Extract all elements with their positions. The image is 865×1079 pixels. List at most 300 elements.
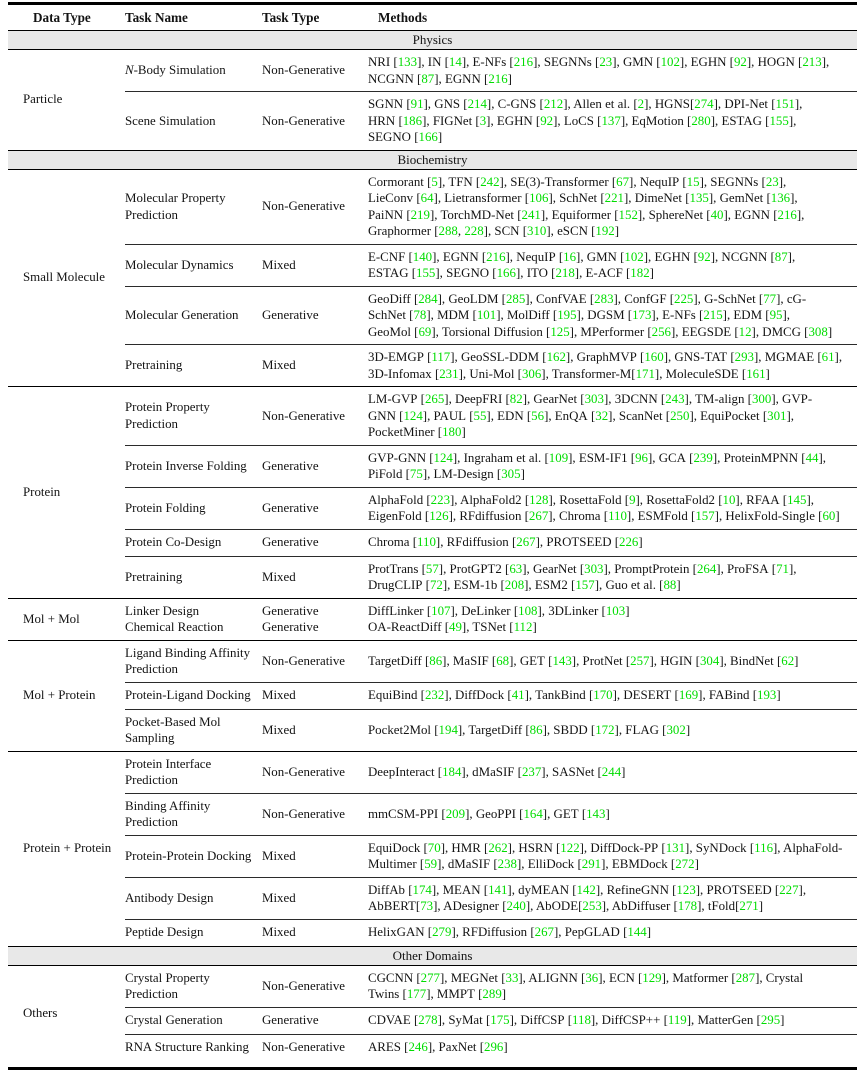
table-row [125,487,857,529]
citation-number[interactable]: 155 [769,113,789,128]
group-rows [125,599,857,640]
citation-number[interactable]: 180 [442,425,462,439]
methods-cell [368,349,857,382]
methods-cell [368,54,857,87]
citation-number[interactable]: 264 [696,561,717,576]
citation-number[interactable]: 267 [528,509,549,523]
citation-number[interactable]: 72 [429,578,443,592]
citation-number[interactable]: 305 [501,467,521,481]
methods-list: Pocket2Mol [194], TargetDiff [86], SBDD [172], FLAG [302] [368,722,691,737]
methods-list: EquiDock [70], HMR [262], HSRN [122], DiffDock-PP [131], SyNDock [116], AlphaFold-Multimer [59], dMaSIF [238], ElliDock [291], EBMDock [272] [368,840,843,871]
citation-number[interactable]: 110 [417,535,436,550]
citation-number[interactable]: 87 [421,71,435,86]
citation-number[interactable]: 116 [754,840,774,855]
task-type: Non-Generative [262,63,346,78]
citation-number[interactable]: 102 [624,249,644,264]
citation-number[interactable]: 162 [546,350,566,364]
citation-number[interactable]: 12 [738,324,752,339]
citation-number[interactable]: 57 [425,561,439,576]
citation-number[interactable]: 92 [697,249,711,264]
citation-number[interactable]: 128 [529,492,549,507]
citation-number[interactable]: 56 [531,408,545,423]
citation-number[interactable]: 151 [775,97,795,111]
citation-number[interactable]: 135 [689,191,709,205]
task-type-cell [262,54,368,87]
citation-number[interactable]: 101 [476,308,497,322]
task-type-cell [262,1012,368,1030]
citation-number[interactable]: 125 [550,324,570,339]
citation-number[interactable]: 155 [416,266,436,280]
citation-number[interactable]: 3 [479,113,487,128]
citation-number[interactable]: 145 [787,492,807,507]
citation-number[interactable]: 216 [488,71,508,86]
citation-number[interactable]: 277 [420,970,440,985]
citation-number[interactable]: 195 [557,308,577,322]
methods-cell [368,756,857,789]
data-type-group [8,966,857,1061]
citation-number[interactable]: 142 [576,882,596,897]
task-type: Mixed [262,257,296,272]
citation-number[interactable]: 243 [665,392,685,406]
citation-number[interactable]: 172 [595,722,615,737]
citation-number[interactable]: 78 [413,308,427,322]
citation-number[interactable]: 108 [518,603,538,618]
data-type-label: Mol + Protein [23,688,96,702]
citation-number[interactable]: 164 [523,806,543,821]
citation-number[interactable]: 71 [776,561,789,576]
column-header-methods: Methods [378,9,428,25]
task-name-cell [125,534,262,552]
column-header-data-type: Data Type [33,9,91,25]
citation-number[interactable]: 223 [430,492,451,507]
citation-number[interactable]: 300 [751,392,772,406]
citation-number[interactable]: 67 [616,174,630,189]
citation-number[interactable]: 131 [665,840,686,855]
citation-number[interactable]: 140 [412,249,433,264]
citation-number[interactable]: 87 [774,249,788,264]
section-band [8,30,857,50]
citation-number[interactable]: 103 [605,603,626,618]
citation-number[interactable]: 216 [513,55,534,69]
task-type-cell [262,687,368,705]
citation-number[interactable]: 182 [630,266,650,280]
citation-number[interactable]: 126 [429,509,449,523]
citation-number[interactable]: 240 [506,899,526,913]
task-type: Mixed [262,569,296,584]
methods-list: E-CNF [140], EGNN [216], NequIP [16], GMN [102], EGHN [92], NCGNN [87], ESTAG [155], SEGNO [166], ITO [218], E-ACF [182] [368,249,796,280]
citation-number[interactable]: 285 [505,291,526,306]
citation-number[interactable]: 246 [408,1040,428,1055]
citation-number[interactable]: 303 [584,561,604,576]
citation-number[interactable]: 288 [438,224,458,238]
citation-number[interactable]: 102 [660,55,680,69]
citation-number[interactable]: 283 [594,291,614,306]
table-row [125,1034,857,1061]
citation-number[interactable]: 70 [427,840,441,855]
citation-number[interactable]: 208 [504,578,525,592]
citation-number[interactable]: 82 [509,392,523,406]
methods-cell [368,924,857,942]
citation-number[interactable]: 231 [439,366,459,381]
citation-number[interactable]: 141 [488,882,508,897]
group-rows [125,50,857,150]
citation-number[interactable]: 41 [511,688,525,703]
citation-number[interactable]: 175 [490,1013,510,1028]
citation-number[interactable]: 157 [575,578,595,592]
citation-number[interactable]: 88 [663,578,677,592]
table-row [125,170,857,244]
group-rows [125,641,857,751]
citation-number[interactable]: 112 [513,620,533,634]
citation-number[interactable]: 177 [406,987,427,1001]
task-type: Non-Generative [262,199,346,214]
table-row [125,344,857,386]
task-name: Protein Co-Design [125,535,222,550]
citation-number[interactable]: 75 [409,467,423,481]
methods-cell [368,492,857,525]
table-row [125,682,857,709]
task-name-cell [125,349,262,382]
citation-number[interactable]: 15 [686,174,700,189]
data-type-label: Protein [23,484,61,499]
methods-list: GeoDiff [284], GeoLDM [285], ConfVAE [283], ConfGF [225], G-SchNet [77], cG-SchNet [78], MDM [101], MolDiff [195], DGSM [173], E-NFs [215], EDM [95], GeoMol [69], Torsional Diffusion [125], MPerformer [256], EEGSDE [12], DMCG [308] [368,291,833,339]
citation-number[interactable]: 92 [733,55,747,69]
citation-number[interactable]: 122 [560,840,580,855]
section-title: Physics [412,32,453,47]
citation-number[interactable]: 10 [722,492,736,507]
task-type: Non-Generative [262,653,346,668]
task-type-cell [262,840,368,873]
citation-number[interactable]: 194 [438,722,458,737]
citation-number[interactable]: 92 [540,113,554,128]
citation-number[interactable]: 14 [448,55,462,69]
citation-number[interactable]: 253 [582,899,602,913]
task-name: Protein-Ligand Docking [125,688,251,703]
citation-number[interactable]: 59 [424,857,438,871]
table-row [125,709,857,751]
section-band [8,150,857,170]
task-name-cell [125,291,262,341]
citation-number[interactable]: 86 [529,722,543,737]
citation-number[interactable]: 238 [497,857,517,871]
citation-number[interactable]: 186 [402,113,423,128]
methods-cell [368,798,857,831]
citation-number[interactable]: 152 [618,207,638,222]
citation-number[interactable]: 237 [521,764,542,779]
methods-cell [368,687,857,705]
methods-list: OA-ReactDiff [49], TSNet [112] [368,620,537,634]
table-row [125,793,857,835]
citation-number[interactable]: 278 [418,1013,438,1028]
citation-number[interactable]: 69 [418,324,432,339]
task-name: Pocket-Based Mol Sampling [125,714,221,745]
citation-number[interactable]: 64 [420,191,434,205]
citation-number[interactable]: 310 [527,224,547,238]
citation-number[interactable]: 68 [496,653,510,668]
data-type-group [8,598,857,640]
citation-number[interactable]: 296 [484,1040,504,1055]
task-type: Non-Generative [262,113,346,128]
citation-number[interactable]: 107 [431,603,451,618]
methods-cell [368,840,857,873]
citation-number[interactable]: 49 [449,620,462,634]
task-type-cell [262,645,368,678]
citation-number[interactable]: 214 [467,97,487,111]
citation-number[interactable]: 302 [666,722,686,737]
citation-number[interactable]: 280 [691,113,711,128]
data-type-cell [8,50,125,150]
citation-number[interactable]: 184 [442,764,462,779]
table-row [125,387,857,445]
data-type-cell [8,752,125,946]
citation-number[interactable]: 171 [635,366,655,381]
citation-number[interactable]: 225 [674,291,694,306]
citation-number[interactable]: 256 [651,324,671,339]
citation-number[interactable]: 86 [429,653,443,668]
data-type-label: Protein + Protein [23,841,112,855]
citation-number[interactable]: 219 [410,207,430,222]
citation-number[interactable]: 303 [584,392,604,406]
citation-number[interactable]: 271 [739,899,759,913]
citation-number[interactable]: 274 [694,97,714,111]
citation-number[interactable]: 209 [445,806,466,821]
citation-number[interactable]: 216 [486,249,506,264]
task-name-cell [125,96,262,146]
citation-number[interactable]: 5 [431,174,438,189]
citation-number[interactable]: 284 [418,291,438,306]
citation-number[interactable]: 63 [509,561,523,576]
citation-number[interactable]: 129 [642,970,662,985]
task-type: Generative [262,1013,319,1028]
group-rows [125,170,857,387]
citation-number[interactable]: 227 [779,882,799,897]
citation-number[interactable]: 250 [670,408,690,423]
citation-number[interactable]: 244 [601,764,622,779]
citation-number[interactable]: 60 [822,509,836,523]
methods-cell [368,391,857,441]
citation-number[interactable]: 178 [677,899,698,913]
methods-list: EquiBind [232], DiffDock [41], TankBind [170], DESERT [169], FABind [193] [368,688,781,703]
task-type-cell [262,1039,368,1057]
citation-number[interactable]: 301 [767,408,787,423]
methods-cell [368,1039,857,1057]
task-name-cell [125,492,262,525]
citation-number[interactable]: 91 [410,97,424,111]
citation-number[interactable]: 242 [480,174,500,189]
task-type: Non-Generative [262,408,346,423]
task-type: Mixed [262,890,296,905]
citation-number[interactable]: 73 [420,899,434,913]
citation-number[interactable]: 272 [675,857,695,871]
citation-number[interactable]: 123 [676,882,696,897]
section-title: Other Domains [392,947,473,963]
citation-number[interactable]: 95 [769,308,783,322]
task-name-cell [125,798,262,831]
citation-number[interactable]: 2 [637,97,645,111]
task-name: Protein Folding [125,500,206,515]
citation-number[interactable]: 215 [703,308,723,322]
citation-number[interactable]: 136 [770,191,791,205]
citation-number[interactable]: 308 [808,324,828,339]
citation-number[interactable]: 143 [552,653,572,668]
citation-number[interactable]: 295 [760,1013,781,1028]
task-type: Generative [262,603,319,618]
citation-number[interactable]: 267 [516,535,536,550]
citation-number[interactable]: 287 [735,970,756,985]
task-name: Chemical Reaction [125,620,224,634]
citation-number[interactable]: 221 [604,191,624,205]
citation-number[interactable]: 169 [678,688,699,703]
citation-number[interactable]: 144 [627,925,647,940]
task-type-cell [262,174,368,240]
citation-number[interactable]: 143 [586,806,606,821]
citation-number[interactable]: 293 [734,350,754,364]
citation-number[interactable]: 133 [397,55,418,69]
citation-number[interactable]: 267 [534,925,554,940]
citation-number[interactable]: 157 [695,509,715,523]
task-name: Antibody Design [125,890,214,905]
task-name: Pretraining [125,358,183,373]
task-type: Mixed [262,925,296,940]
citation-number[interactable]: 265 [424,392,445,406]
citation-number[interactable]: 289 [482,987,502,1001]
citation-number[interactable]: 161 [746,366,766,381]
methods-list: Cormorant [5], TFN [242], SE(3)-Transformer [67], NequIP [15], SEGNNs [23], LieConv [64], Lietransformer [106], SchNet [221], DimeNet [135], GemNet [136], PaiNN [219], TorchMD-Net [241], Equiformer [152], SphereNet [40], EGNN [216], Graphormer [288, 228], SCN [310], eSCN [192] [368,174,805,238]
citation-number[interactable]: 212 [543,97,564,111]
citation-number[interactable]: 9 [629,492,636,507]
citation-number[interactable]: 106 [529,191,549,205]
task-type: Generative [262,458,319,473]
citation-number[interactable]: 110 [608,509,627,523]
citation-number[interactable]: 33 [505,970,519,985]
table-row [125,919,857,946]
task-type: Non-Generative [262,806,346,821]
task-type: Generative [262,308,319,322]
citation-number[interactable]: 166 [418,130,438,144]
citation-number[interactable]: 23 [599,55,613,69]
table-row [125,529,857,556]
citation-number[interactable]: 192 [595,224,615,238]
citation-number[interactable]: 239 [693,450,713,465]
citation-number[interactable]: 124 [403,408,423,423]
citation-number[interactable]: 77 [763,291,777,306]
citation-number[interactable]: 16 [563,249,577,264]
methods-list: Chroma [110], RFdiffusion [267], PROTSEED [226] [368,535,643,550]
task-type-cell [262,534,368,552]
task-name-cell [125,54,262,87]
citation-number[interactable]: 232 [424,688,445,703]
data-type-group [8,50,857,150]
data-type-cell [8,641,125,751]
task-type: Mixed [262,722,296,737]
methods-cell [368,645,857,678]
methods-list: DiffAb [174], MEAN [141], dyMEAN [142], RefineGNN [123], PROTSEED [227], AbBERT[73], ADesigner [240], AbODE[253], AbDiffuser [178], tFold[271] [368,882,807,913]
task-name-cell [125,714,262,747]
citation-number[interactable]: 193 [757,688,777,703]
citation-number[interactable]: 118 [572,1013,591,1028]
table-row [125,966,857,1007]
task-type-cell [262,349,368,382]
citation-number[interactable]: 32 [595,408,609,423]
citation-number[interactable]: 119 [667,1013,687,1028]
data-type-label: Mol + Mol [23,611,80,626]
methods-cell [368,174,857,240]
data-type-group [8,386,857,598]
methods-list: CDVAE [278], SyMat [175], DiffCSP [118], DiffCSP++ [119], MatterGen [295] [368,1013,785,1028]
citation-number[interactable]: 304 [699,653,720,668]
methods-list: TargetDiff [86], MaSIF [68], GET [143], ProtNet [257], HGIN [304], BindNet [62] [368,653,799,668]
citation-number[interactable]: 137 [601,113,621,128]
task-name: RNA Structure Ranking [125,1040,249,1055]
citation-number[interactable]: 173 [632,308,652,322]
citation-number[interactable]: 117 [431,350,451,364]
citation-number[interactable]: 23 [765,174,779,189]
citation-number[interactable]: 44 [805,450,819,465]
table-body [8,30,857,1061]
citation-number[interactable]: 166 [496,266,516,280]
citation-number[interactable]: 306 [521,366,542,381]
citation-number[interactable]: 62 [781,653,795,668]
citation-number[interactable]: 216 [777,207,797,222]
citation-number[interactable]: 241 [521,207,541,222]
data-type-group [8,751,857,946]
citation-number[interactable]: 213 [802,55,822,69]
citation-number[interactable]: 55 [473,408,487,423]
citation-number[interactable]: 124 [433,450,453,465]
citation-number[interactable]: 291 [581,857,602,871]
citation-number[interactable]: 36 [585,970,599,985]
task-name: Crystal Property Prediction [125,970,210,1001]
task-type-cell [262,603,368,636]
task-name: Protein Inverse Folding [125,458,247,473]
citation-number[interactable]: 228 [464,224,484,238]
citation-number[interactable]: 174 [412,882,432,897]
task-name-cell [125,970,262,1003]
task-type: Mixed [262,848,296,863]
citation-number[interactable]: 170 [593,688,613,703]
citation-number[interactable]: 226 [619,535,639,550]
citation-number[interactable]: 96 [635,450,648,465]
citation-number[interactable]: 40 [710,207,724,222]
task-type: Non-Generative [262,1040,346,1055]
methods-cell [368,450,857,483]
methods-list: DeepInteract [184], dMaSIF [237], SASNet [244] [368,764,626,779]
citation-number[interactable]: 262 [488,840,508,855]
citation-number[interactable]: 109 [548,450,569,465]
citation-number[interactable]: 160 [644,350,664,364]
task-name: Binding Affinity Prediction [125,798,211,829]
task-type-cell [262,291,368,341]
methods-cell [368,1012,857,1030]
citation-number[interactable]: 61 [821,350,835,364]
task-type-cell [262,492,368,525]
methods-cell [368,534,857,552]
citation-number[interactable]: 279 [432,925,452,940]
task-name-cell [125,1012,262,1030]
table-row [125,50,857,91]
data-type-cell [8,966,125,1061]
citation-number[interactable]: 257 [630,653,650,668]
table-row [125,244,857,286]
task-name: Protein-Protein Docking [125,848,252,863]
table-row [125,445,857,487]
citation-number[interactable]: 218 [555,266,575,280]
table-row [125,286,857,345]
task-name-cell [125,391,262,441]
task-name: Protein Interface Prediction [125,756,212,787]
task-type-cell [262,756,368,789]
task-name: Ligand Binding Affinity Prediction [125,645,251,676]
